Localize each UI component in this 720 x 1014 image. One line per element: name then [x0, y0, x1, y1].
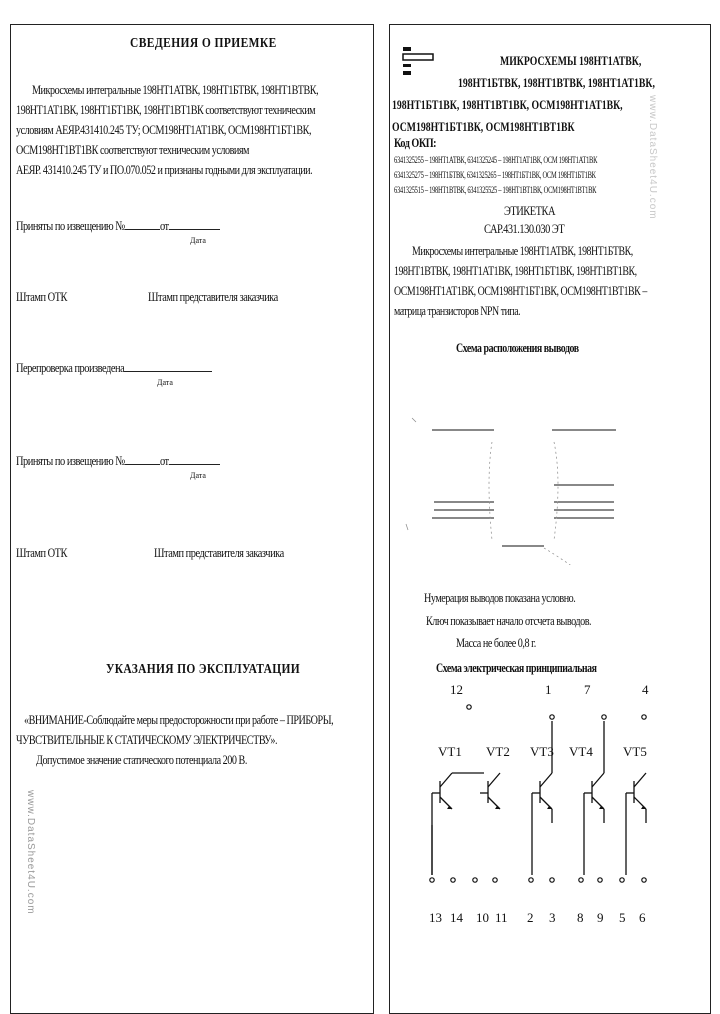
title-line: 198НТ1БТВК, 198НТ1ВТВК, 198НТ1АТ1ВК, [458, 75, 655, 90]
pinout-diagram [394, 400, 644, 565]
okp-codes [394, 153, 676, 198]
transistor-label: VT5 [623, 744, 647, 759]
top-pin-label: 7 [584, 682, 591, 697]
transistor-label: VT3 [530, 744, 554, 759]
date-caption: Дата [190, 471, 206, 480]
mass-note: Масса не более 0,8 г. [456, 635, 536, 650]
desc-line: ОСМ198НТ1АТ1ВК, ОСМ198НТ1БТ1ВК, ОСМ198НТ1ВТ1ВК – [394, 283, 647, 298]
recheck-label: Перепроверка произведена [16, 360, 125, 375]
bottom-pin-label: 5 [619, 910, 626, 925]
stamp-customer-1: Штамп представителя заказчика [148, 289, 278, 304]
para-line: условиям АЕЯР.431410.245 ТУ; ОСМ198НТ1АТ1ВК, ОСМ198НТ1БТ1ВК, [16, 122, 312, 137]
accepted-label: Приняты по извещению № [16, 453, 125, 468]
bottom-pin-label: 6 [639, 910, 646, 925]
acceptance-paragraph [16, 80, 400, 180]
title-line: 198НТ1БТ1ВК, 198НТ1ВТ1ВК, ОСМ198НТ1АТ1ВК, [392, 97, 623, 112]
bottom-pin-label: 2 [527, 910, 534, 925]
date-caption: Дата [190, 236, 206, 245]
accepted-label: Приняты по извещению № [16, 218, 125, 233]
top-pin-label: 4 [642, 682, 649, 697]
okp-label: Код ОКП: [394, 135, 437, 150]
numbering-note: Нумерация выводов показана условно. [424, 590, 576, 605]
notice-number-field[interactable] [125, 464, 160, 465]
left-watermark: www.DataSheet4U.com [25, 790, 36, 915]
title-line: МИКРОСХЕМЫ 198НТ1АТВК, [500, 53, 642, 68]
from-label: от [159, 453, 169, 468]
schematic-diagram [394, 675, 714, 930]
right-title [392, 50, 720, 138]
date-field[interactable] [169, 229, 220, 230]
okp-line: 6341325515 – 198НТ1ВТВК, 6341325525 – 198НТ1ВТ1ВК, ОСМ198НТ1ВТ1ВК [394, 185, 597, 195]
right-watermark: www.DataSheet4U.com [647, 95, 658, 220]
transistor-label: VT2 [486, 744, 510, 759]
bottom-pin-label: 13 [429, 910, 442, 925]
bottom-pin-label: 10 [476, 910, 489, 925]
bottom-pin-label: 3 [549, 910, 556, 925]
para-line: ОСМ198НТ1ВТ1ВК соответствуют техническим условиям [16, 142, 250, 157]
bottom-pin-label: 9 [597, 910, 604, 925]
transistor-label: VT1 [438, 744, 462, 759]
date-field[interactable] [169, 464, 220, 465]
bottom-pin-label: 14 [450, 910, 463, 925]
label-code: САР.431.130.030 ЭТ [484, 221, 565, 236]
accepted-line-2 [16, 453, 271, 469]
transistor-label: VT4 [569, 744, 593, 759]
stamp-otk-1: Штамп ОТК [16, 289, 68, 304]
warning-line: ЧУВСТВИТЕЛЬНЫЕ К СТАТИЧЕСКОМУ ЭЛЕКТРИЧЕСТВУ». [16, 732, 278, 747]
title-line: ОСМ198НТ1БТ1ВК, ОСМ198НТ1ВТ1ВК [392, 119, 575, 134]
from-label: от [159, 218, 169, 233]
pinout-title: Схема расположения выводов [456, 340, 579, 355]
description [394, 241, 720, 321]
desc-line: матрица транзисторов NPN типа. [394, 303, 521, 318]
key-note: Ключ показывает начало отсчета выводов. [426, 613, 592, 628]
desc-line: Микросхемы интегральные 198НТ1АТВК, 198НТ1БТВК, [412, 243, 633, 258]
stamp-otk-2: Штамп ОТК [16, 545, 68, 560]
usage-title: УКАЗАНИЯ ПО ЭКСПЛУАТАЦИИ [106, 662, 301, 677]
warning-line: «ВНИМАНИЕ-Соблюдайте меры предосторожности при работе – ПРИБОРЫ, [24, 712, 334, 727]
label-title: ЭТИКЕТКА [504, 203, 555, 218]
bottom-pin-label: 11 [495, 910, 508, 925]
para-line: АЕЯР. 431410.245 ТУ и ПО.070.052 и признаны годными для эксплуатации. [16, 162, 313, 177]
top-pin-label: 1 [545, 682, 552, 697]
bottom-pin-label: 8 [577, 910, 584, 925]
recheck-date-field[interactable] [124, 371, 212, 372]
top-pin-label: 12 [450, 682, 463, 697]
okp-line: 6341325255 – 198НТ1АТВК, 6341325245 – 198НТ1АТ1ВК, ОСМ 198НТ1АТ1ВК [394, 155, 598, 165]
recheck-line [16, 360, 261, 376]
desc-line: 198НТ1ВТВК, 198НТ1АТ1ВК, 198НТ1БТ1ВК, 198НТ1ВТ1ВК, [394, 263, 637, 278]
para-line: Микросхемы интегральные 198НТ1АТВК, 198НТ1БТВК, 198НТ1ВТВК, [32, 82, 319, 97]
notice-number-field[interactable] [125, 229, 160, 230]
stamp-customer-2: Штамп представителя заказчика [154, 545, 284, 560]
schematic-title: Схема электрическая принципиальная [436, 660, 597, 675]
para-line: 198НТ1АТ1ВК, 198НТ1БТ1ВК, 198НТ1ВТ1ВК соответствуют техническим [16, 102, 316, 117]
okp-line: 6341325275 – 198НТ1БТВК, 6341325265 – 198НТ1БТ1ВК, ОСМ 198НТ1БТ1ВК [394, 170, 596, 180]
accepted-line-1 [16, 218, 271, 234]
potential-line: Допустимое значение статического потенциала 200 В. [36, 752, 247, 767]
date-caption: Дата [157, 378, 173, 387]
warning-text [16, 710, 420, 770]
acceptance-title: СВЕДЕНИЯ О ПРИЕМКЕ [130, 36, 277, 51]
